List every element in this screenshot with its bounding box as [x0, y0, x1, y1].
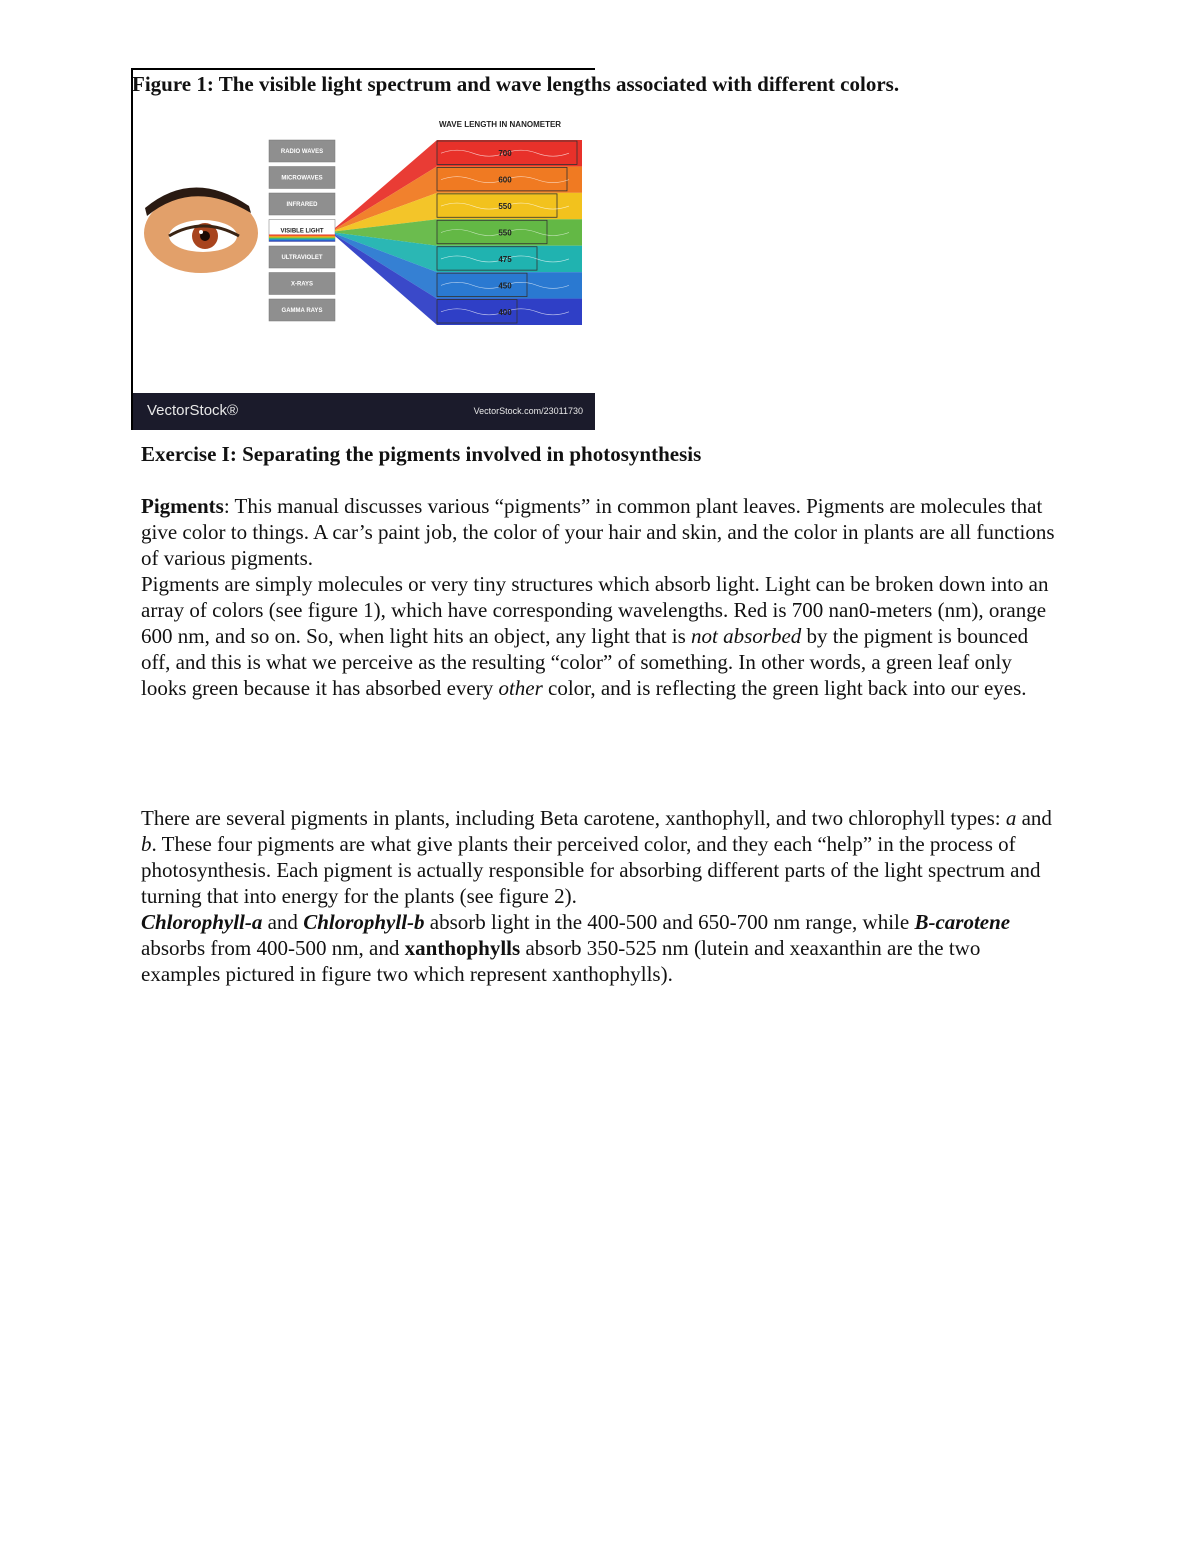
svg-text:MICROWAVES: MICROWAVES: [281, 175, 323, 182]
paragraph-plant-pigments: [141, 805, 1061, 987]
watermark-bar: [133, 393, 595, 430]
para2-and-2: and: [262, 910, 304, 934]
wavelength-label: 475: [498, 254, 512, 264]
term-xanthophylls: xanthophylls: [404, 936, 521, 960]
para2-text-2: . These four pigments are what give plants their perceived color, and they each “help” in the process of photosynthesis. Each pigment is actually responsible for absorbing different parts of the light spectrum and turning that into energy for the plants (see figure 2).: [141, 832, 1041, 908]
para2-text-5: absorb 350-525 nm (lutein and xeaxanthin are the two examples pictured in figure two which represent xanthophylls).: [141, 936, 981, 986]
spectrum-label-x-rays: [269, 273, 335, 295]
term-chlorophyll-a: Chlorophyll-a: [141, 910, 263, 934]
figure-caption: Figure 1: The visible light spectrum and wave lengths associated with different colors.: [132, 72, 900, 96]
svg-text:VISIBLE LIGHT: VISIBLE LIGHT: [280, 228, 324, 235]
wavelength-label: 450: [498, 281, 512, 291]
wavelength-label: 550: [498, 202, 512, 212]
term-pigments: Pigments: [141, 494, 224, 518]
para2-and-1: and: [1016, 806, 1052, 830]
wavelength-label: 700: [498, 149, 512, 159]
para2-text-1: There are several pigments in plants, including Beta carotene, xanthophyll, and two chlorophyll types:: [141, 806, 1006, 830]
para2-text-3: absorb light in the 400-500 and 650-700 nm range, while: [424, 910, 915, 934]
para1-text-2: Pigments are simply molecules or very tiny structures which absorb light. Light can be broken down into an array of colors (see figure 1), which have corresponding wavelengths. Red is 700 nan0-meters (nm), orange 600 nm, and so on. So, when light hits an object, any light that is: [141, 572, 1049, 648]
svg-text:ULTRAVIOLET: ULTRAVIOLET: [281, 255, 323, 261]
term-b-carotene: B-carotene: [914, 910, 1011, 934]
svg-text:X-RAYS: X-RAYS: [290, 281, 314, 288]
wavelength-label: 400: [498, 307, 512, 317]
wave-length-title: WAVE LENGTH IN NANOMETER: [439, 120, 562, 129]
para1-emphasis-1: not absorbed: [691, 624, 802, 648]
paragraph-pigments: [141, 493, 1061, 701]
spectrum-fan: [335, 140, 582, 325]
type-b: b: [141, 832, 152, 856]
term-chlorophyll-b: Chlorophyll-b: [303, 910, 425, 934]
para1-text-4: color, and is reflecting the green light back into our eyes.: [542, 676, 1027, 700]
watermark-logo: VectorStock®: [147, 402, 239, 419]
svg-text:RADIO WAVES: RADIO WAVES: [280, 149, 324, 155]
wavelength-label: 600: [498, 175, 512, 185]
para2-text-4: absorbs from 400-500 nm, and: [141, 936, 405, 960]
eye-illustration: [144, 187, 258, 273]
svg-text:INFRARED: INFRARED: [286, 202, 318, 208]
para1-text-1: : This manual discusses various “pigments” in common plant leaves. Pigments are molecules that give color to things. A car’s paint job, the color of your hair and skin, and the color in plants are all functions of various pigments.: [141, 494, 1055, 570]
spectrum-label-group: [269, 140, 335, 321]
para1-text-3: by the pigment is bounced off, and this is what we perceive as the resulting “color” of something. In other words, a green leaf only looks green because it has absorbed every: [141, 624, 1029, 700]
watermark-url: VectorStock.com/23011730: [473, 406, 583, 416]
spectrum-label-radio-waves: [269, 140, 335, 162]
spectrum-label-microwaves: [269, 167, 335, 189]
spectrum-label-gamma-rays: [269, 299, 335, 321]
spectrum-illustration: [133, 108, 593, 393]
wavelength-label: 550: [498, 228, 512, 238]
exercise-heading: Exercise I: Separating the pigments involved in photosynthesis: [141, 442, 702, 466]
para1-emphasis-2: other: [498, 676, 543, 700]
spectrum-label-ultraviolet: [269, 246, 335, 268]
spectrum-label-infrared: [269, 193, 335, 215]
svg-text:GAMMA RAYS: GAMMA RAYS: [281, 308, 323, 314]
type-a: a: [1005, 806, 1017, 830]
spectrum-label-visible-light: [269, 220, 335, 242]
